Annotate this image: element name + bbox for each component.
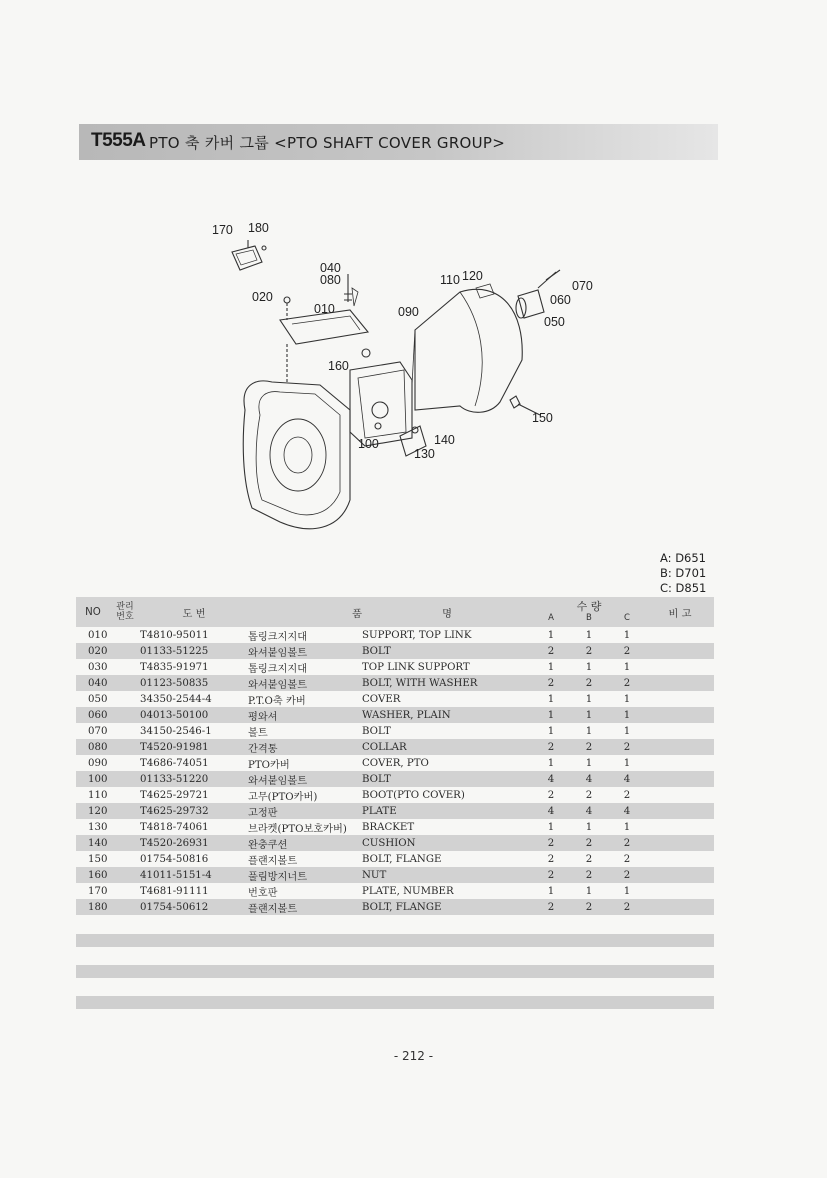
cell-qty-a: 1: [547, 629, 555, 641]
cell-part-number: 01133-51225: [140, 643, 248, 659]
cell-qty-a: 4: [532, 803, 570, 819]
cell-qty-b: 2: [570, 867, 608, 883]
cell-name-kr: 플랜지볼트: [248, 899, 362, 915]
cell-name-en: NUT: [362, 867, 532, 883]
callout-160: 160: [328, 359, 349, 373]
diagram-callouts: [212, 221, 593, 461]
callout-150: 150: [532, 411, 553, 425]
cell-part-number: T4810-95011: [140, 629, 209, 641]
diagram-drawing: [232, 240, 560, 529]
cell-remarks: [646, 755, 714, 771]
callout-100: 100: [358, 437, 379, 451]
callout-010: 010: [314, 302, 335, 316]
cell-qty-c: 1: [623, 821, 631, 833]
cell-name-kr: 고무(PTO카버): [248, 791, 318, 803]
cell-qty-c: 1: [623, 885, 631, 897]
cell-qty-c: 1: [623, 725, 631, 737]
callout-170: 170: [212, 223, 233, 237]
qty-title: 수 량: [576, 600, 602, 613]
cell-qty-b: 2: [570, 675, 608, 691]
cell-mgmt: [110, 707, 140, 723]
pto-cover-shape: [415, 289, 522, 412]
cell-part-number: T4625-29732: [140, 803, 248, 819]
table-row: [76, 803, 714, 819]
cell-mgmt: [110, 787, 140, 803]
cell-name-en: BRACKET: [362, 821, 415, 833]
cell-name-en: TOP LINK SUPPORT: [362, 661, 470, 673]
callout-180: 180: [248, 221, 269, 235]
cell-part-number: 04013-50100: [140, 707, 248, 723]
cell-qty-b: 1: [585, 821, 593, 833]
page-number: - 212 -: [393, 1049, 434, 1063]
col-mgmt-no: 관리 번호: [110, 597, 140, 627]
cell-qty-a: 4: [532, 771, 570, 787]
cell-qty-c: 4: [608, 803, 646, 819]
cell-no: 030: [88, 661, 108, 673]
cell-mgmt: [110, 867, 140, 883]
cell-qty-a: 1: [547, 693, 555, 705]
bearing-housing-shape: [350, 362, 412, 446]
cell-qty-b: 1: [585, 693, 593, 705]
cell-qty-b: 2: [585, 789, 593, 801]
cell-no: 130: [88, 821, 108, 833]
cell-name-en: BOLT, FLANGE: [362, 899, 532, 915]
cell-name-kr: 와셔붙임볼트: [248, 643, 362, 659]
callout-040: 040: [320, 261, 341, 275]
qty-c-label: C: [623, 613, 630, 623]
table-row: [76, 883, 714, 899]
number-plate-inner: [236, 250, 257, 265]
cell-qty-b: 1: [585, 725, 593, 737]
cell-qty-a: 1: [547, 725, 555, 737]
cell-no: 100: [76, 771, 110, 787]
cell-name-kr: 고정판: [248, 803, 362, 819]
cell-name-kr: PTO카버: [248, 759, 290, 771]
cell-part-number: T4681-91111: [140, 885, 209, 897]
cell-part-number: T4818-74061: [140, 821, 209, 833]
table-row: [76, 723, 714, 739]
parts-table-body: [76, 627, 714, 915]
table-row: [76, 771, 714, 787]
callout-050: 050: [544, 315, 565, 329]
model-legend: [660, 551, 706, 596]
cell-no: 080: [76, 739, 110, 755]
cell-remarks: [646, 707, 714, 723]
cell-qty-b: 1: [585, 885, 593, 897]
cell-name-kr: 볼트: [248, 727, 268, 739]
cell-name-kr: 완충쿠션: [248, 835, 362, 851]
cell-qty-c: 2: [608, 675, 646, 691]
table-row: [76, 851, 714, 867]
cell-qty-a: 1: [547, 821, 555, 833]
cell-no: 140: [76, 835, 110, 851]
cell-mgmt: [110, 835, 140, 851]
cell-no: 060: [76, 707, 110, 723]
cell-no: 070: [88, 725, 108, 737]
table-row: [76, 755, 714, 771]
cell-name-kr: 와셔붙임볼트: [248, 771, 362, 787]
cell-qty-a: 2: [532, 867, 570, 883]
table-row: [76, 627, 714, 643]
cell-qty-b: 4: [570, 803, 608, 819]
cell-name-en: BOOT(PTO COVER): [362, 789, 465, 801]
cell-mgmt: [110, 691, 140, 707]
cell-name-en: BOLT: [362, 771, 532, 787]
qty-b-label: B: [586, 613, 592, 623]
cell-name-kr: 와셔붙임볼트: [248, 675, 362, 691]
cell-qty-b: 1: [585, 629, 593, 641]
cell-name-kr: 브라켓(PTO보호카버): [248, 823, 347, 835]
exploded-parts-diagram: [200, 210, 620, 550]
table-row: [76, 819, 714, 835]
cell-qty-c: 2: [608, 899, 646, 915]
group-title: PTO 축 카버 그룹 <PTO SHAFT COVER GROUP>: [149, 134, 506, 152]
table-row: [76, 707, 714, 723]
cell-remarks: [646, 835, 714, 851]
cell-no: 020: [76, 643, 110, 659]
cell-qty-a: 2: [532, 835, 570, 851]
cell-no: 170: [88, 885, 108, 897]
cell-name-en: BOLT, FLANGE: [362, 853, 442, 865]
cell-part-number: T4520-91981: [140, 739, 248, 755]
cell-mgmt: [110, 803, 140, 819]
col-qty: [532, 597, 646, 627]
table-row: [76, 675, 714, 691]
cell-name-en: COVER: [362, 693, 401, 705]
cell-qty-c: 1: [623, 693, 631, 705]
cell-name-en: PLATE, NUMBER: [362, 885, 454, 897]
cell-remarks: [646, 819, 714, 835]
cell-qty-a: 2: [532, 675, 570, 691]
empty-row: [76, 996, 714, 1009]
cell-qty-b: 2: [570, 739, 608, 755]
cell-qty-b: 4: [570, 771, 608, 787]
callout-020: 020: [252, 290, 273, 304]
cell-name-kr: 톱링크지지대: [248, 663, 308, 675]
cell-name-en: COLLAR: [362, 739, 532, 755]
cell-name-kr: 평와셔: [248, 707, 362, 723]
cell-part-number: T4625-29721: [140, 789, 209, 801]
group-code: T555A: [91, 130, 146, 151]
cell-name-kr: 간격통: [248, 739, 362, 755]
cell-part-number: 41011-5151-4: [140, 867, 248, 883]
callout-110: 110: [440, 273, 460, 287]
cell-name-en: BOLT: [362, 725, 391, 737]
cell-qty-b: 1: [570, 707, 608, 723]
cell-qty-b: 2: [585, 853, 593, 865]
cell-qty-c: 1: [623, 661, 631, 673]
col-part-number: 도 번: [140, 597, 248, 627]
cell-remarks: [646, 691, 714, 707]
cell-remarks: [646, 787, 714, 803]
col-no: NO: [76, 597, 110, 627]
cell-remarks: [646, 771, 714, 787]
cell-remarks: [646, 899, 714, 915]
cell-qty-b: 2: [570, 643, 608, 659]
empty-row: [76, 934, 714, 947]
cell-mgmt: [110, 755, 140, 771]
shaft-cover-shape: [518, 290, 544, 318]
callout-080: 080: [320, 273, 341, 287]
empty-row: [76, 965, 714, 978]
cell-name-en: BOLT: [362, 643, 532, 659]
cell-name-en: WASHER, PLAIN: [362, 707, 532, 723]
callout-120: 120: [462, 269, 483, 283]
cell-mgmt: [110, 643, 140, 659]
cell-name-kr: P.T.O축 카버: [248, 695, 306, 707]
cell-qty-a: 1: [547, 757, 555, 769]
table-row: [76, 739, 714, 755]
cell-no: 150: [88, 853, 108, 865]
cell-part-number: T4686-74051: [140, 757, 209, 769]
cell-remarks: [646, 723, 714, 739]
model-b: B: D701: [660, 566, 707, 580]
cell-mgmt: [110, 819, 140, 835]
cell-qty-a: 1: [547, 661, 555, 673]
cell-qty-a: 2: [532, 643, 570, 659]
table-row: [76, 899, 714, 915]
cell-mgmt: [110, 627, 140, 643]
cell-qty-a: 1: [547, 885, 555, 897]
cell-name-kr: 번호판: [248, 887, 278, 899]
cell-qty-c: 1: [623, 629, 631, 641]
cell-qty-c: 2: [608, 867, 646, 883]
callout-130: 130: [414, 447, 435, 461]
cell-no: 160: [76, 867, 110, 883]
cell-mgmt: [110, 883, 140, 899]
table-row: [76, 643, 714, 659]
cell-qty-a: 2: [532, 739, 570, 755]
cell-qty-a: 2: [547, 853, 555, 865]
cell-no: 090: [88, 757, 108, 769]
table-row: [76, 835, 714, 851]
col-remarks: 비 고: [646, 597, 714, 627]
table-row: [76, 867, 714, 883]
cell-remarks: [646, 659, 714, 675]
cell-qty-c: 1: [623, 757, 631, 769]
cell-mgmt: [110, 723, 140, 739]
cell-remarks: [646, 803, 714, 819]
cell-name-en: PLATE: [362, 803, 532, 819]
cell-name-en: COVER, PTO: [362, 757, 429, 769]
qty-a-label: A: [548, 613, 554, 623]
cell-no: 010: [88, 629, 108, 641]
cell-no: 180: [76, 899, 110, 915]
title-bar: [79, 124, 718, 160]
cell-name-kr: 톱링크지지대: [248, 631, 308, 643]
cell-remarks: [646, 851, 714, 867]
cell-remarks: [646, 643, 714, 659]
cell-name-en: BOLT, WITH WASHER: [362, 675, 532, 691]
cell-qty-b: 1: [585, 661, 593, 673]
cell-qty-a: 2: [532, 899, 570, 915]
cell-part-number: 01754-50612: [140, 899, 248, 915]
cell-qty-c: 2: [623, 853, 631, 865]
cell-qty-b: 1: [585, 757, 593, 769]
cell-part-number: 01754-50816: [140, 853, 209, 865]
table-row: [76, 691, 714, 707]
cell-mgmt: [110, 851, 140, 867]
cell-remarks: [646, 867, 714, 883]
parts-table: [76, 597, 714, 915]
cell-no: 040: [76, 675, 110, 691]
cell-qty-c: 2: [608, 643, 646, 659]
cell-qty-c: 2: [623, 789, 631, 801]
cell-part-number: T4520-26931: [140, 835, 248, 851]
cell-remarks: [646, 627, 714, 643]
cell-mgmt: [110, 899, 140, 915]
cell-part-number: 34350-2544-4: [140, 693, 212, 705]
cell-qty-c: 1: [608, 707, 646, 723]
model-c: C: D851: [660, 581, 707, 595]
table-row: [76, 659, 714, 675]
model-a: A: D651: [660, 551, 706, 565]
cell-mgmt: [110, 739, 140, 755]
cell-qty-c: 4: [608, 771, 646, 787]
cell-qty-c: 2: [608, 739, 646, 755]
cell-remarks: [646, 739, 714, 755]
callout-070: 070: [572, 279, 593, 293]
cell-qty-a: 1: [532, 707, 570, 723]
table-row: [76, 787, 714, 803]
cell-name-en: SUPPORT, TOP LINK: [362, 629, 472, 641]
cell-qty-a: 2: [547, 789, 555, 801]
col-name-kr: 품: [248, 597, 362, 627]
cell-name-kr: 풀림방지너트: [248, 867, 362, 883]
cell-mgmt: [110, 771, 140, 787]
cell-part-number: 01133-51220: [140, 771, 248, 787]
cell-no: 050: [88, 693, 108, 705]
cell-remarks: [646, 675, 714, 691]
cell-name-en: CUSHION: [362, 835, 532, 851]
cell-part-number: T4835-91971: [140, 661, 209, 673]
table-header: [76, 597, 714, 627]
callout-090: 090: [398, 305, 419, 319]
cell-qty-c: 2: [608, 835, 646, 851]
cell-remarks: [646, 883, 714, 899]
number-plate-shape: [232, 246, 262, 270]
cell-no: 110: [88, 789, 108, 801]
col-name-en: 명: [362, 597, 532, 627]
cell-qty-b: 2: [570, 899, 608, 915]
cell-name-kr: 플랜지볼트: [248, 855, 298, 867]
cell-qty-b: 2: [570, 835, 608, 851]
callout-140: 140: [434, 433, 455, 447]
cell-mgmt: [110, 675, 140, 691]
cell-no: 120: [76, 803, 110, 819]
cell-mgmt: [110, 659, 140, 675]
callout-060: 060: [550, 293, 571, 307]
cell-part-number: 01123-50835: [140, 675, 248, 691]
cell-part-number: 34150-2546-1: [140, 725, 212, 737]
